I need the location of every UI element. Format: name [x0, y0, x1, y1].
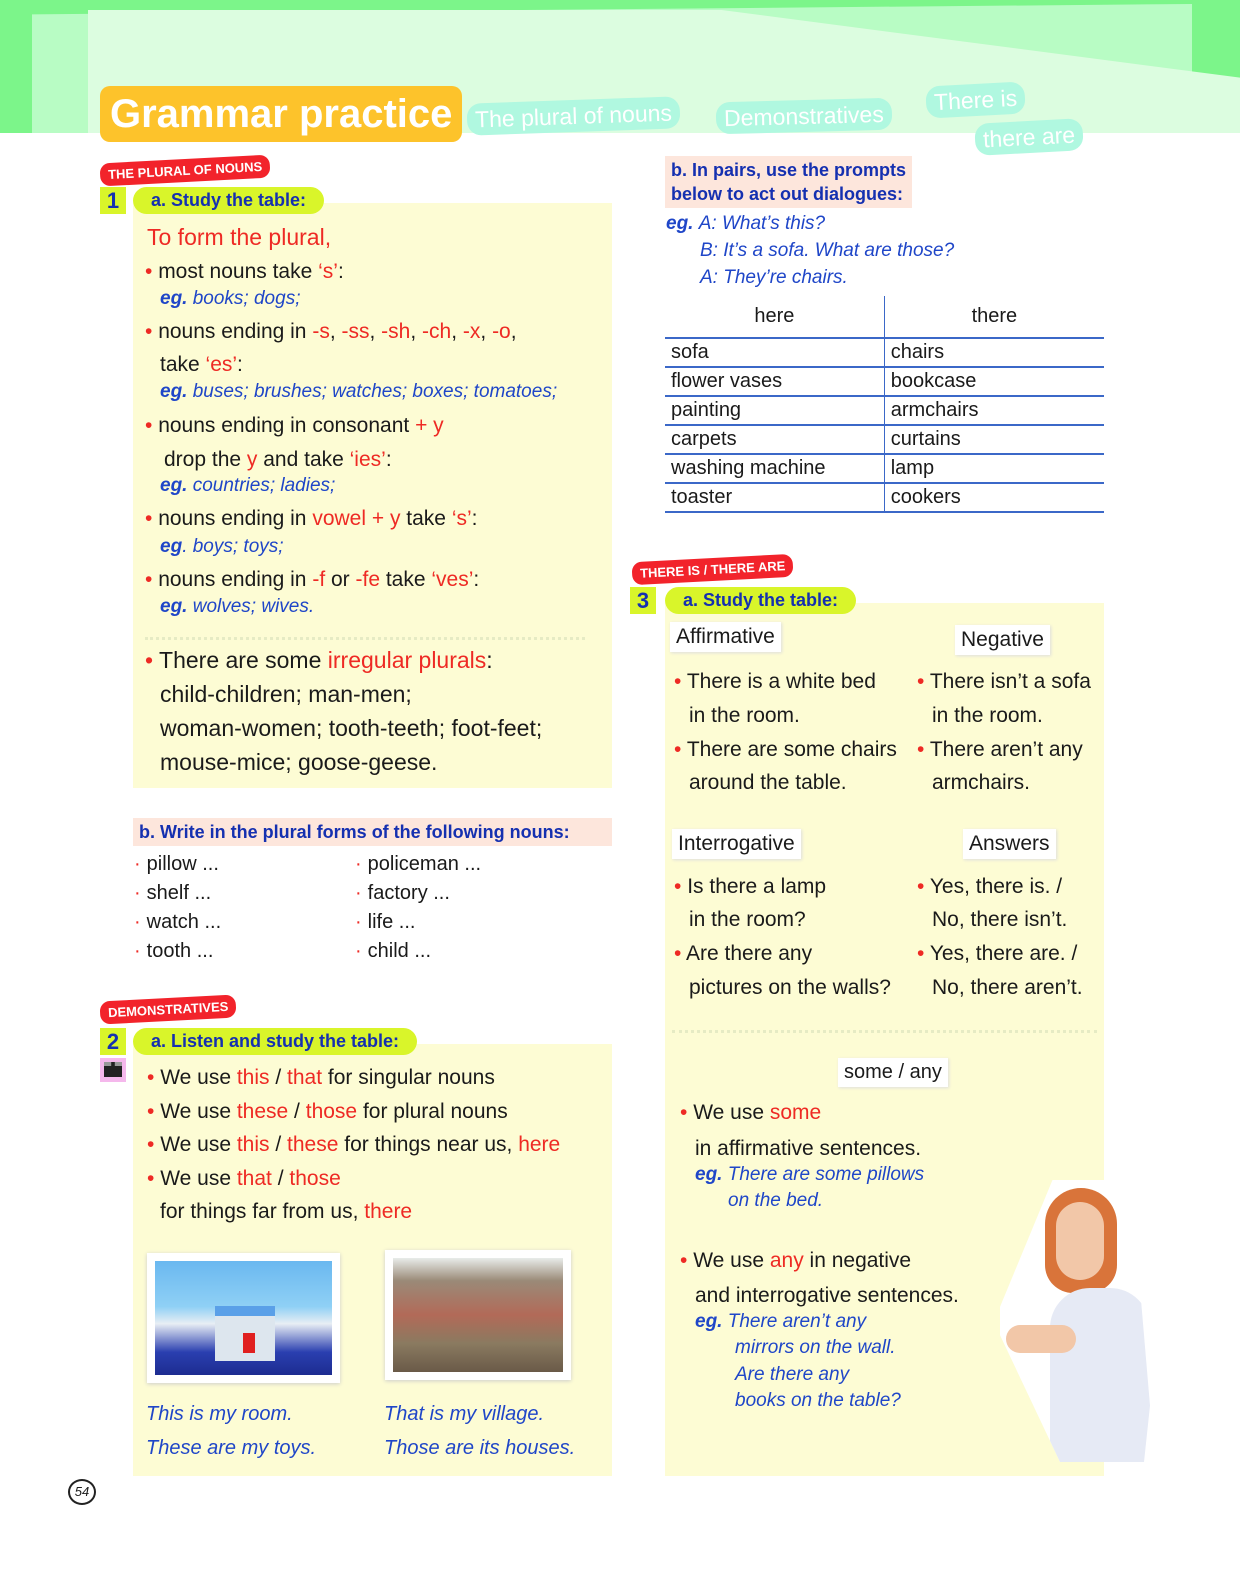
- table-row: [665, 367, 1104, 396]
- text-line: [932, 771, 1030, 795]
- text: in the room.: [689, 704, 800, 727]
- text-line: [932, 908, 1067, 932]
- text: ,: [451, 320, 463, 343]
- text: in the room.: [932, 704, 1043, 727]
- example-text: eg.: [666, 213, 699, 234]
- example-text: eg.: [160, 288, 193, 309]
- example-text: eg.: [160, 475, 193, 496]
- text: take: [160, 353, 206, 376]
- text: pictures on the walls?: [689, 976, 891, 999]
- noun-item: · child ...: [355, 940, 432, 962]
- text: There are some: [159, 647, 328, 673]
- highlight-text: •: [147, 1133, 161, 1156]
- highlight-text: -ss: [341, 320, 370, 343]
- text: /: [269, 1133, 288, 1156]
- text-line: [680, 1101, 821, 1125]
- highlight-text: •: [147, 1167, 161, 1190]
- rule-line: [147, 1167, 341, 1191]
- noun-item: · policeman ...: [355, 853, 482, 875]
- highlight-text: ‘ies’: [349, 448, 386, 471]
- text: Is there a lamp: [687, 875, 827, 898]
- example-text: There are some pillows: [727, 1164, 925, 1185]
- noun-text: life ...: [367, 911, 416, 933]
- highlight-text: -o: [492, 320, 511, 343]
- rule-line: [147, 224, 331, 251]
- rule-line: [147, 1100, 508, 1124]
- column-header: there: [884, 296, 1104, 338]
- task-line: below to act out dialogues:: [671, 184, 904, 204]
- example-text: buses; brushes; watches; boxes; tomatoes;: [192, 381, 558, 402]
- noun-text: policeman ...: [367, 853, 482, 875]
- tab-there-is: There is: [925, 81, 1026, 118]
- text: nouns ending in consonant: [158, 414, 416, 437]
- text: nouns ending in: [158, 568, 313, 591]
- caption: This is my room.: [146, 1403, 293, 1425]
- text: There are some chairs: [686, 738, 897, 761]
- text-line: [932, 704, 1043, 728]
- text-line: [674, 942, 812, 966]
- rule-line: [145, 414, 444, 438]
- text: ,: [510, 320, 517, 343]
- noun-item: · pillow ...: [134, 853, 219, 875]
- interrogative-label: Interrogative: [672, 829, 801, 859]
- noun-text: child ...: [367, 940, 432, 962]
- table-cell: curtains: [884, 425, 1104, 454]
- exercise-number: 3: [630, 587, 656, 614]
- highlight-text: this: [236, 1133, 270, 1156]
- column-header: here: [665, 296, 884, 338]
- example-text: B: It’s a sofa. What are those?: [700, 240, 955, 261]
- highlight-text: those: [289, 1167, 341, 1190]
- text: There isn’t a sofa: [929, 670, 1091, 693]
- text: in the room?: [689, 908, 806, 931]
- text-line: [674, 875, 826, 899]
- text: There aren’t any: [929, 738, 1083, 761]
- highlight-text: •: [145, 507, 159, 530]
- highlight-text: •: [674, 875, 688, 898]
- highlight-text: -fe: [355, 568, 381, 591]
- text: woman-women; tooth-teeth; foot-feet;: [160, 715, 543, 741]
- text: Are there any: [686, 942, 813, 965]
- highlight-text: ‘ves’: [431, 568, 474, 591]
- caption: These are my toys.: [146, 1437, 317, 1459]
- text: :: [471, 507, 478, 530]
- highlight-text: •: [674, 738, 687, 761]
- highlight-text: ‘es’: [205, 353, 238, 376]
- text-line: [728, 1190, 823, 1212]
- noun-item: · factory ...: [355, 882, 450, 904]
- rule-line: [164, 448, 392, 472]
- exercise-b-task: b. Write in the plural forms of the following nouns:: [133, 818, 612, 846]
- example-line: [160, 381, 557, 403]
- page-number: 54: [68, 1479, 96, 1505]
- negative-label: Negative: [955, 625, 1050, 655]
- text: We use: [160, 1133, 237, 1156]
- text: and interrogative sentences.: [695, 1284, 959, 1307]
- table-cell: bookcase: [884, 367, 1104, 396]
- exercise-task: a. Study the table:: [133, 187, 324, 214]
- highlight-text: ‘s’: [451, 507, 472, 530]
- highlight-text: •: [145, 568, 159, 591]
- rule-line: [147, 1133, 560, 1157]
- text: :: [337, 260, 344, 283]
- highlight-text: •: [917, 875, 930, 898]
- text: child-children; man-men;: [160, 681, 412, 707]
- text-line: [695, 1137, 921, 1161]
- video-clapper-icon[interactable]: [100, 1058, 126, 1082]
- example-text: eg.: [695, 1311, 728, 1332]
- table-row: [665, 454, 1104, 483]
- example-line: [160, 475, 335, 497]
- rule-line: [145, 320, 517, 344]
- example-text: countries; ladies;: [192, 475, 336, 496]
- highlight-text: •: [145, 647, 160, 673]
- tab-plural-of-nouns: The plural of nouns: [467, 96, 681, 135]
- highlight-text: that: [236, 1167, 272, 1190]
- example-text: books; dogs;: [192, 288, 301, 309]
- highlight-text: •: [674, 670, 687, 693]
- text: ,: [329, 320, 342, 343]
- table-row: [665, 396, 1104, 425]
- table-cell: cookers: [884, 483, 1104, 512]
- text: :: [473, 568, 480, 591]
- table-cell: toaster: [665, 483, 884, 512]
- example-text: books on the table?: [735, 1390, 901, 1411]
- text: ,: [480, 320, 493, 343]
- text-line: [689, 704, 800, 728]
- section-label-demonstratives: DEMONSTRATIVES: [99, 994, 236, 1024]
- text: nouns ending in: [158, 507, 313, 530]
- text: There is a white bed: [686, 670, 876, 693]
- highlight-text: •: [680, 1249, 694, 1272]
- highlight-text: these: [287, 1133, 339, 1156]
- example-text: eg.: [160, 381, 193, 402]
- page-title: Grammar practice: [100, 86, 462, 142]
- highlight-text: •: [917, 670, 930, 693]
- rule-line: [145, 568, 479, 592]
- exercise-task: a. Listen and study the table:: [133, 1028, 417, 1055]
- table-cell: washing machine: [665, 454, 884, 483]
- table-cell: flower vases: [665, 367, 884, 396]
- example-text: Are there any: [735, 1364, 850, 1385]
- example-line: [160, 288, 300, 310]
- highlight-text: To form the plural,: [147, 224, 332, 250]
- highlight-text: here: [518, 1133, 561, 1156]
- text-line: [689, 908, 806, 932]
- text: for things far from us,: [160, 1200, 365, 1223]
- example-text: . boys; toys;: [182, 536, 284, 557]
- highlight-text: vowel + y: [312, 507, 401, 530]
- highlight-text: •: [147, 1066, 161, 1089]
- text: :: [237, 353, 243, 376]
- text-line: [917, 670, 1091, 694]
- rule-line: [145, 260, 344, 284]
- text-line: [689, 976, 891, 1000]
- table-cell: lamp: [884, 454, 1104, 483]
- exercise-number: 1: [100, 187, 126, 214]
- exercise-1b-task: [665, 156, 912, 208]
- noun-text: factory ...: [367, 882, 450, 904]
- exercise-number: 2: [100, 1028, 126, 1055]
- rule-line: [160, 1200, 412, 1224]
- text-line: [735, 1390, 901, 1412]
- text: ,: [369, 320, 382, 343]
- text: nouns ending in: [158, 320, 313, 343]
- table-row: [665, 425, 1104, 454]
- text: /: [269, 1066, 288, 1089]
- rule-line: [160, 681, 412, 708]
- text-line: [680, 1249, 911, 1273]
- example-text: mirrors on the wall.: [735, 1337, 896, 1358]
- text: or: [325, 568, 356, 591]
- table-cell: carpets: [665, 425, 884, 454]
- nouns-list-right: [355, 850, 481, 966]
- example-text: A: They’re chairs.: [700, 267, 848, 288]
- text-line: [695, 1164, 924, 1186]
- text: most nouns take: [158, 260, 319, 283]
- table-row: [665, 338, 1104, 367]
- highlight-text: any: [769, 1249, 804, 1272]
- example-line: [666, 213, 825, 235]
- highlight-text: •: [147, 1100, 161, 1123]
- example-text: wolves; wives.: [192, 596, 315, 617]
- highlight-text: + y: [415, 414, 444, 437]
- highlight-text: there: [364, 1200, 413, 1223]
- section-label-there-is: THERE IS / THERE ARE: [632, 554, 794, 585]
- noun-item: · watch ...: [134, 911, 222, 933]
- divider: [672, 1030, 1097, 1033]
- text: armchairs.: [932, 771, 1031, 794]
- example-text: on the bed.: [728, 1190, 824, 1211]
- text: /: [288, 1100, 306, 1123]
- text-line: [695, 1284, 959, 1308]
- example-text: eg: [160, 536, 183, 557]
- rule-line: [147, 1066, 495, 1090]
- noun-item: · tooth ...: [134, 940, 214, 962]
- rule-line: [145, 507, 478, 531]
- text: take: [380, 568, 432, 591]
- highlight-text: y: [246, 448, 258, 471]
- room-photo: [147, 1253, 340, 1383]
- divider: [145, 637, 585, 640]
- highlight-text: -f: [312, 568, 326, 591]
- text: Yes, there is. /: [929, 875, 1063, 898]
- caption: Those are its houses.: [384, 1437, 576, 1459]
- text: We use: [693, 1101, 770, 1124]
- answers-label: Answers: [963, 829, 1056, 859]
- affirmative-label: Affirmative: [670, 622, 781, 652]
- noun-item: · shelf ...: [134, 882, 212, 904]
- text: :: [385, 448, 392, 471]
- example-line: [700, 240, 954, 262]
- example-line: [700, 267, 848, 289]
- text-line: [735, 1337, 896, 1359]
- highlight-text: •: [145, 260, 159, 283]
- example-text: eg.: [695, 1164, 728, 1185]
- highlight-text: ‘s’: [318, 260, 338, 283]
- highlight-text: -sh: [381, 320, 411, 343]
- text: around the table.: [689, 771, 847, 794]
- text: for plural nouns: [357, 1100, 508, 1123]
- highlight-text: •: [680, 1101, 694, 1124]
- text: :: [486, 647, 493, 673]
- text: drop the: [164, 448, 247, 471]
- text: No, there isn’t.: [932, 908, 1068, 931]
- village-photo: [385, 1250, 571, 1380]
- example-text: A: What’s this?: [698, 213, 826, 234]
- highlight-text: -s: [312, 320, 330, 343]
- table-header: [665, 296, 1104, 338]
- highlight-text: •: [917, 942, 930, 965]
- text: /: [271, 1167, 290, 1190]
- highlight-text: these: [236, 1100, 289, 1123]
- text: We use: [160, 1066, 237, 1089]
- noun-text: tooth ...: [146, 940, 214, 962]
- example-line: [160, 536, 284, 558]
- nouns-list-left: [134, 850, 221, 966]
- text-line: [674, 670, 876, 694]
- highlight-text: some: [769, 1101, 822, 1124]
- tab-demonstratives: Demonstratives: [716, 98, 893, 135]
- text: in negative: [803, 1249, 912, 1272]
- text-line: [917, 875, 1062, 899]
- tab-there-are: there are: [974, 118, 1084, 156]
- noun-text: pillow ...: [146, 853, 219, 875]
- highlight-text: •: [145, 414, 159, 437]
- highlight-text: •: [674, 942, 687, 965]
- rule-line: [160, 749, 437, 776]
- highlight-text: those: [305, 1100, 358, 1123]
- text-line: [695, 1311, 866, 1333]
- some-any-label: some / any: [838, 1058, 948, 1087]
- text: take: [400, 507, 452, 530]
- highlight-text: -x: [462, 320, 481, 343]
- highlight-text: •: [917, 738, 930, 761]
- noun-text: watch ...: [146, 911, 222, 933]
- text: and take: [257, 448, 350, 471]
- text: for singular nouns: [322, 1066, 495, 1089]
- text: in affirmative sentences.: [695, 1137, 922, 1160]
- text-line: [932, 976, 1083, 1000]
- village-captions: [384, 1397, 575, 1465]
- caption: That is my village.: [384, 1403, 545, 1425]
- task-line: b. In pairs, use the prompts: [671, 160, 907, 180]
- table-row: [665, 483, 1104, 512]
- text-line: [674, 738, 897, 762]
- text-line: [917, 738, 1083, 762]
- table-cell: chairs: [884, 338, 1104, 367]
- highlight-text: -ch: [422, 320, 452, 343]
- text-line: [689, 771, 847, 795]
- rule-line: [145, 647, 493, 674]
- room-captions: [146, 1397, 316, 1465]
- table-cell: painting: [665, 396, 884, 425]
- example-line: [160, 596, 314, 618]
- text: No, there aren’t.: [932, 976, 1083, 999]
- rule-line: [160, 353, 243, 377]
- text: mouse-mice; goose-geese.: [160, 749, 438, 775]
- text-line: [917, 942, 1077, 966]
- table-cell: sofa: [665, 338, 884, 367]
- text: Yes, there are. /: [929, 942, 1078, 965]
- example-text: There aren’t any: [727, 1311, 867, 1332]
- noun-item: · life ...: [355, 911, 416, 933]
- text: We use: [693, 1249, 770, 1272]
- highlight-text: that: [287, 1066, 323, 1089]
- exercise-task: a. Study the table:: [665, 587, 856, 614]
- example-text: eg.: [160, 596, 193, 617]
- highlight-text: irregular plurals: [327, 647, 487, 673]
- text: ,: [410, 320, 423, 343]
- section-label-plural: THE PLURAL OF NOUNS: [100, 155, 271, 187]
- text: We use: [160, 1100, 237, 1123]
- noun-text: shelf ...: [146, 882, 212, 904]
- text: We use: [160, 1167, 237, 1190]
- text: for things near us,: [338, 1133, 519, 1156]
- highlight-text: •: [145, 320, 159, 343]
- rule-line: [160, 715, 542, 742]
- table-cell: armchairs: [884, 396, 1104, 425]
- text-line: [735, 1364, 849, 1386]
- highlight-text: this: [236, 1066, 270, 1089]
- prompts-table: [665, 296, 1104, 513]
